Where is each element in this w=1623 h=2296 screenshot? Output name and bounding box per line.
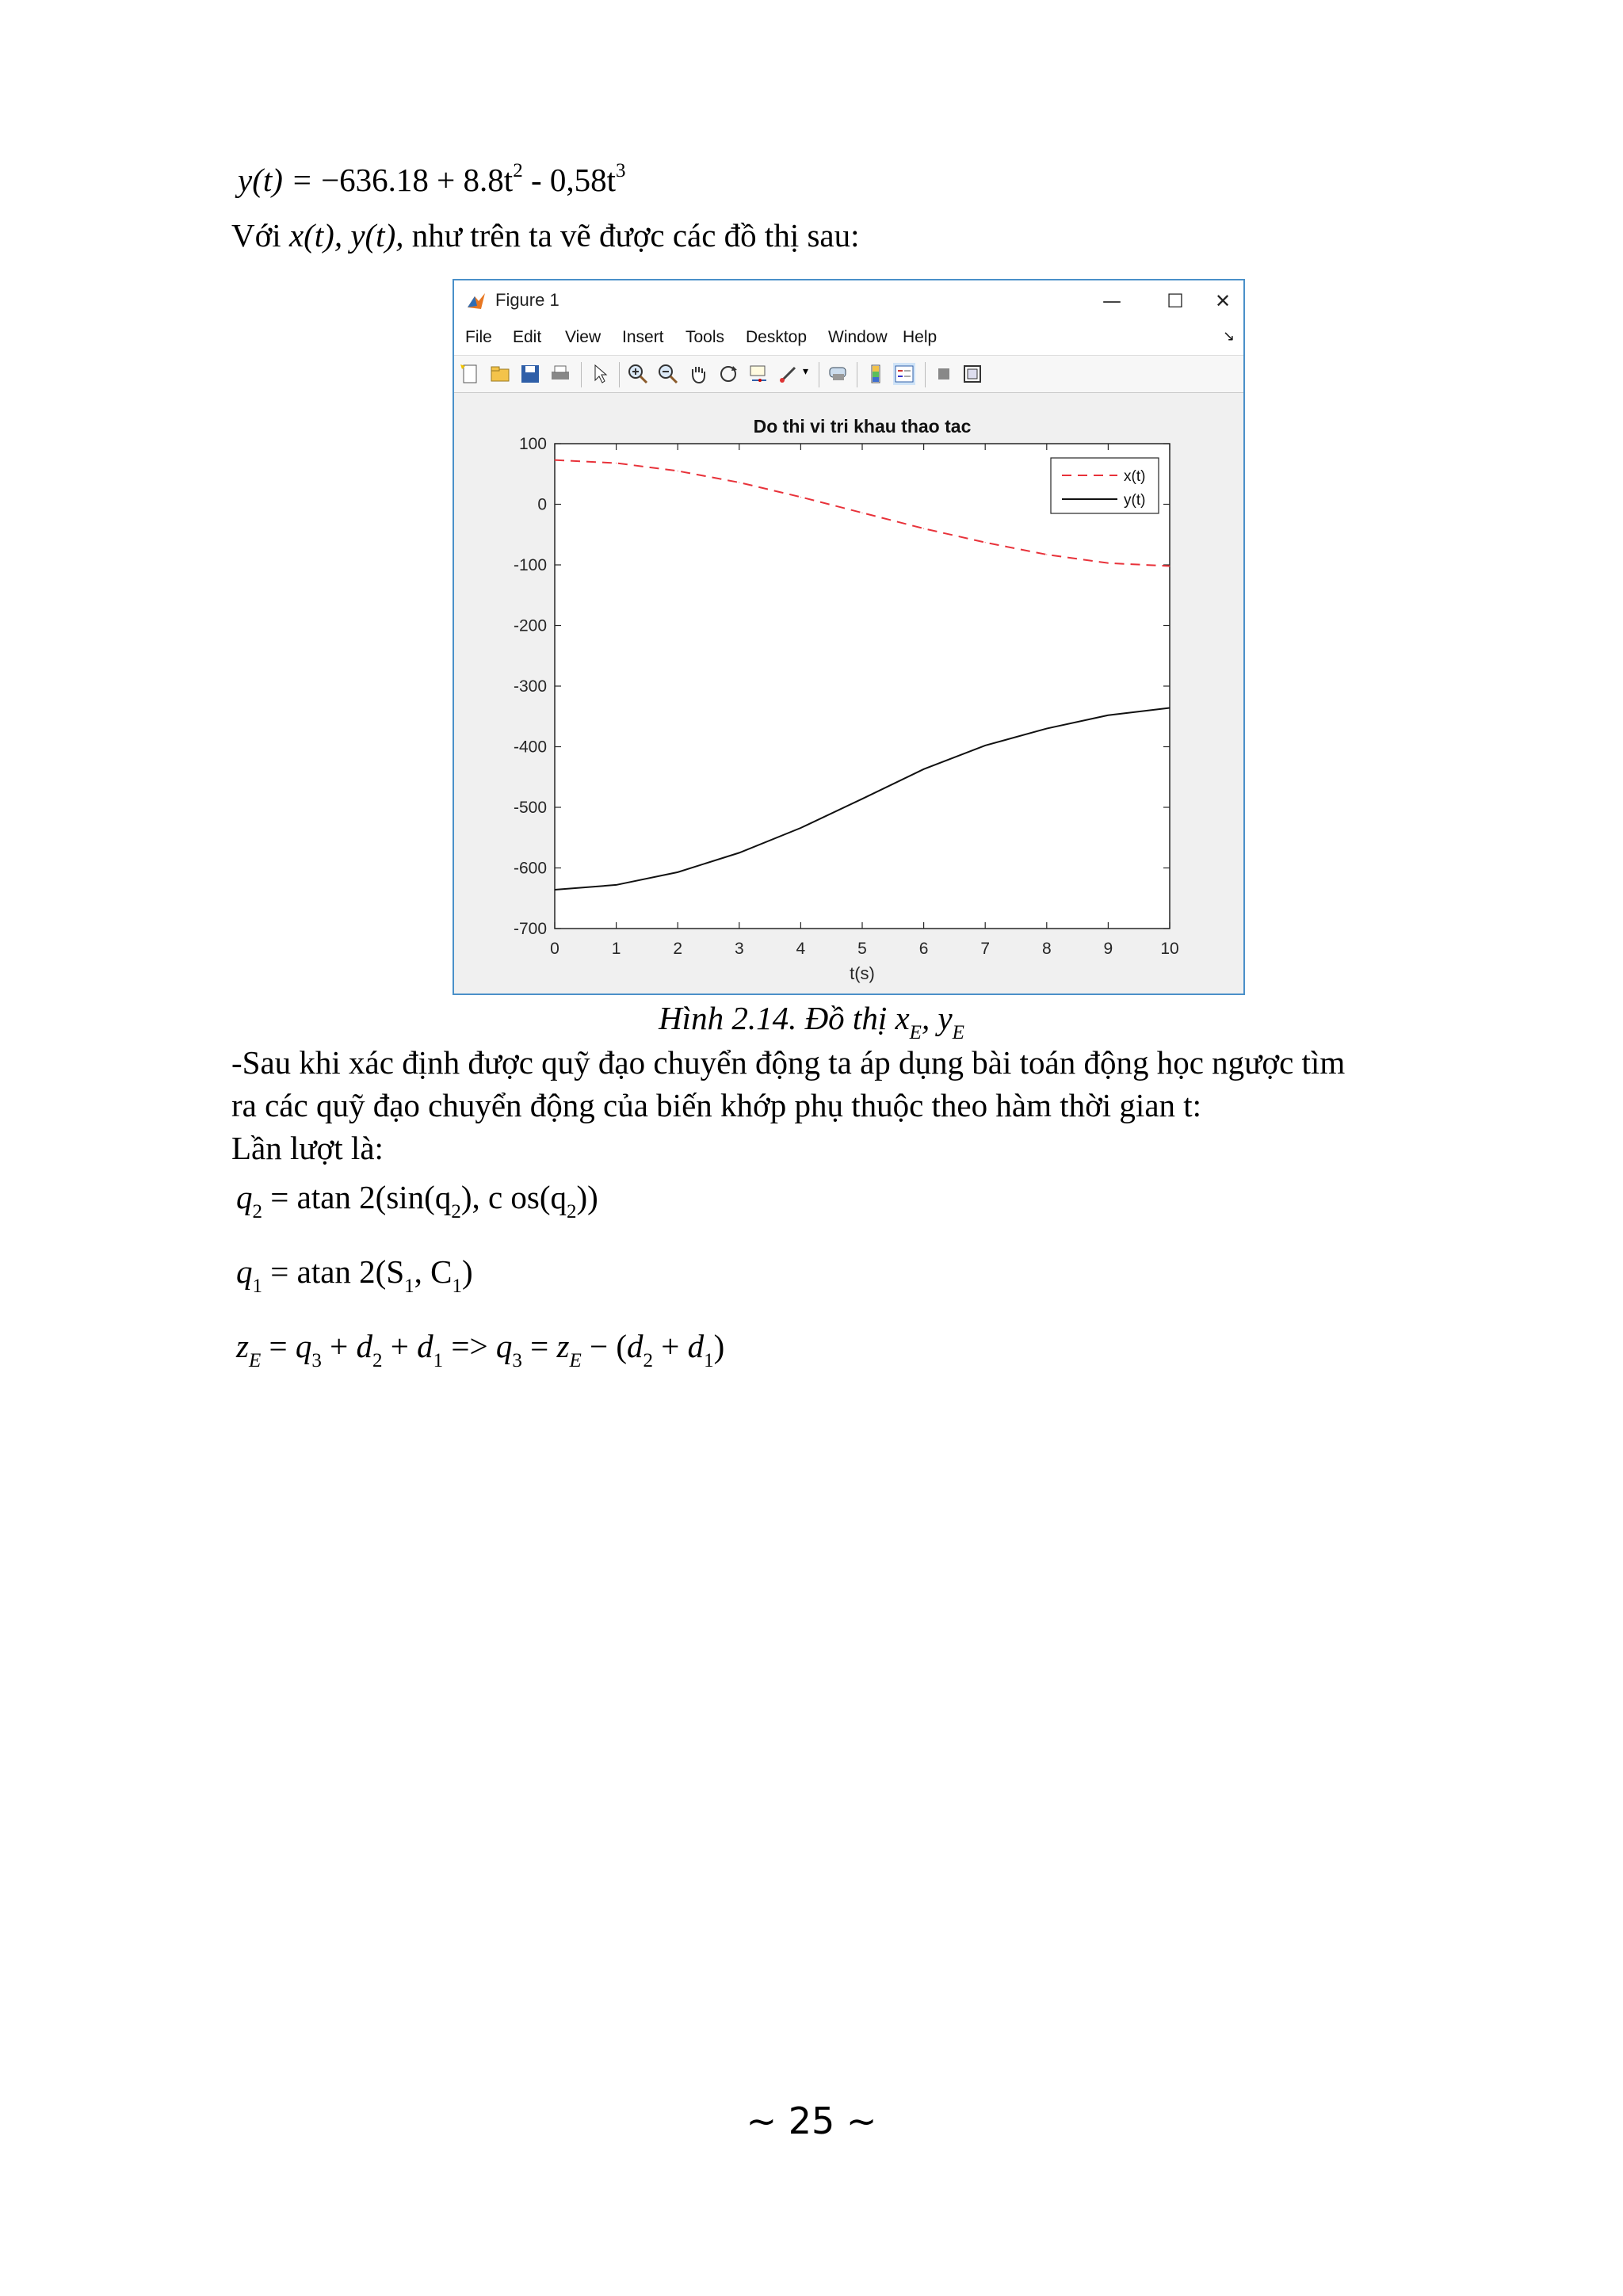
equation-ze [236, 1325, 724, 1373]
page-number: ~ 25 ~ [746, 2100, 877, 2142]
eq-ze-z: z [236, 1328, 249, 1364]
minimize-button[interactable]: — [1102, 290, 1121, 312]
equation-y-lhs: y(t) = [238, 162, 313, 198]
eq-ze-d1b: d [687, 1328, 705, 1364]
eq-ze-d2bsub: 2 [643, 1350, 654, 1371]
intro-functions: x(t), y(t), [288, 217, 404, 254]
menu-help[interactable]: Help [903, 328, 938, 346]
eq-q1-sub: 1 [252, 1276, 262, 1297]
eq-ze-zsub: E [248, 1350, 262, 1371]
eq-ze-q3sub: 3 [311, 1350, 322, 1371]
toolbar-separator [581, 362, 582, 387]
eq-ze-q3b: q [495, 1328, 513, 1364]
eq-ze-d2b: d [627, 1328, 643, 1364]
eq-q2-c: )) [576, 1179, 598, 1215]
y-tick-label: -700 [513, 920, 547, 938]
equation-y-rhs-a: −636.18 + 8.8t [321, 162, 514, 198]
intro-suffix: như trên ta vẽ được các đồ thị sau: [403, 217, 860, 254]
toolbar-separator [925, 362, 926, 387]
eq-q1-b: , C [414, 1253, 453, 1290]
y-tick-label: -200 [513, 616, 547, 635]
equation-y-rhs-b: - 0,58t [522, 162, 616, 198]
eq-q1-q: q [236, 1253, 253, 1290]
figure-window [453, 279, 1245, 995]
figure-toolbar [454, 355, 1243, 393]
equation-y-exp2: 3 [616, 160, 626, 181]
intro-line [231, 214, 860, 257]
pointer-icon[interactable] [589, 363, 611, 385]
eq-ze-plus2: + [382, 1328, 418, 1364]
figure-caption [0, 997, 1623, 1045]
menu-insert[interactable]: Insert [622, 328, 664, 346]
data-point [985, 745, 986, 746]
x-tick-label: 7 [980, 940, 991, 958]
data-point [923, 528, 924, 529]
dock-arrow-icon[interactable]: ↘ [1223, 328, 1235, 344]
eq-ze-q3bsub: 3 [512, 1350, 522, 1371]
data-point [616, 884, 617, 885]
eq-q2-sub: 2 [252, 1201, 262, 1222]
x-tick-label: 6 [918, 940, 929, 958]
menu-view[interactable]: View [565, 328, 601, 346]
figure-titlebar [454, 280, 1243, 323]
data-point [800, 828, 801, 829]
matlab-logo-icon [465, 290, 487, 312]
eq-ze-plus1: + [321, 1328, 357, 1364]
caption-sub-e1: E [909, 1022, 922, 1043]
y-tick-label: -400 [513, 738, 547, 757]
equation-y-exp1: 2 [513, 160, 523, 181]
plot-area [454, 393, 1243, 994]
eq-q1-sub2: 1 [404, 1276, 414, 1297]
eq-ze-eq: = [261, 1328, 296, 1364]
eq-q2-b: ), c os(q [460, 1179, 567, 1215]
x-tick-label: 8 [1041, 940, 1052, 958]
eq-q1-c: ) [461, 1253, 473, 1290]
menu-edit[interactable]: Edit [513, 328, 542, 346]
y-tick-label: -500 [513, 799, 547, 817]
x-tick-label: 5 [857, 940, 867, 958]
zoom-in-icon[interactable] [627, 363, 649, 385]
y-tick-label: -600 [513, 859, 547, 878]
intro-prefix: Với [231, 217, 289, 254]
eq-ze-eq2: = [521, 1328, 557, 1364]
data-point [555, 890, 556, 891]
x-tick-label: 0 [550, 940, 559, 958]
show-plot-tools-icon[interactable] [961, 363, 983, 385]
brush-icon[interactable] [777, 363, 800, 385]
menu-window[interactable]: Window [828, 328, 888, 346]
data-cursor-icon[interactable] [747, 363, 769, 385]
line-chart [454, 393, 1243, 994]
eq-ze-q3: q [295, 1328, 312, 1364]
legend-label: x(t) [1124, 468, 1146, 485]
equation-y [238, 158, 626, 207]
paragraph-line-3: Lần lượt là: [231, 1130, 384, 1166]
chart-title: Do thi vi tri khau thao tac [753, 416, 972, 437]
x-tick-label: 4 [796, 940, 806, 958]
link-icon[interactable] [827, 363, 849, 385]
eq-ze-implies: => [443, 1328, 496, 1364]
menu-tools[interactable]: Tools [685, 328, 725, 346]
toolbar-separator [619, 362, 620, 387]
eq-ze-plus3: + [653, 1328, 688, 1364]
y-tick-label: -300 [513, 677, 547, 696]
eq-ze-close: ) [713, 1328, 725, 1364]
eq-ze-zbsub: E [569, 1350, 582, 1371]
maximize-button[interactable]: ☐ [1167, 290, 1184, 312]
eq-ze-d2sub: 2 [372, 1350, 383, 1371]
eq-q2-a: = atan 2(sin(q [262, 1179, 452, 1215]
eq-q1-a: = atan 2(S [262, 1253, 405, 1290]
caption-sub-e2: E [952, 1022, 964, 1043]
eq-ze-d1bsub: 1 [704, 1350, 714, 1371]
menu-desktop[interactable]: Desktop [746, 328, 808, 346]
x-axis-label: t(s) [850, 963, 875, 983]
print-icon[interactable] [549, 363, 571, 385]
eq-ze-d1sub: 1 [433, 1350, 444, 1371]
figure-menubar [454, 323, 1243, 355]
paragraph-line-1: -Sau khi xác định được quỹ đạo chuyển động ta áp dụng bài toán động học ngược tìm [231, 1044, 1346, 1081]
equation-q1 [236, 1250, 473, 1299]
x-tick-label: 9 [1103, 940, 1113, 958]
new-figure-icon[interactable] [459, 363, 481, 385]
rotate-icon[interactable] [717, 363, 739, 385]
brush-dropdown-icon[interactable]: ▾ [803, 365, 809, 378]
pan-icon[interactable] [687, 363, 709, 385]
data-point [1046, 554, 1047, 555]
save-icon[interactable] [519, 363, 541, 385]
close-button[interactable]: ✕ [1214, 290, 1232, 312]
hide-plot-tools-icon[interactable] [933, 363, 955, 385]
colorbar-icon[interactable] [865, 363, 887, 385]
eq-ze-minus: − ( [581, 1328, 628, 1364]
menu-file[interactable]: File [465, 328, 492, 346]
x-tick-label: 2 [673, 940, 683, 958]
equation-q2 [236, 1176, 598, 1224]
eq-q2-sub2: 2 [451, 1201, 461, 1222]
x-tick-label: 1 [611, 940, 621, 958]
legend-icon[interactable] [893, 363, 915, 385]
x-tick-label: 3 [734, 940, 744, 958]
figure-title: Figure 1 [495, 290, 559, 310]
open-file-icon[interactable] [489, 363, 511, 385]
eq-q1-sub3: 1 [452, 1276, 462, 1297]
data-point [1046, 728, 1047, 729]
y-tick-label: 0 [537, 495, 547, 514]
eq-q2-sub3: 2 [567, 1201, 577, 1222]
data-point [800, 497, 801, 498]
caption-prefix: Hình 2.14. Đồ thị x [659, 1000, 910, 1036]
zoom-out-icon[interactable] [657, 363, 679, 385]
eq-ze-zb: z [556, 1328, 570, 1364]
eq-ze-d1: d [417, 1328, 433, 1364]
eq-q2-q: q [236, 1179, 253, 1215]
y-tick-label: -100 [513, 556, 547, 574]
axes-box [555, 444, 1170, 929]
eq-ze-d2: d [356, 1328, 372, 1364]
paragraph-line-2: ra các quỹ đạo chuyển động của biến khớp phụ thuộc theo hàm thời gian t: [231, 1087, 1202, 1123]
data-point [985, 542, 986, 543]
legend-label: y(t) [1124, 492, 1146, 509]
caption-mid: , y [921, 1000, 953, 1036]
x-tick-label: 10 [1160, 940, 1179, 958]
y-tick-label: 100 [518, 435, 547, 453]
